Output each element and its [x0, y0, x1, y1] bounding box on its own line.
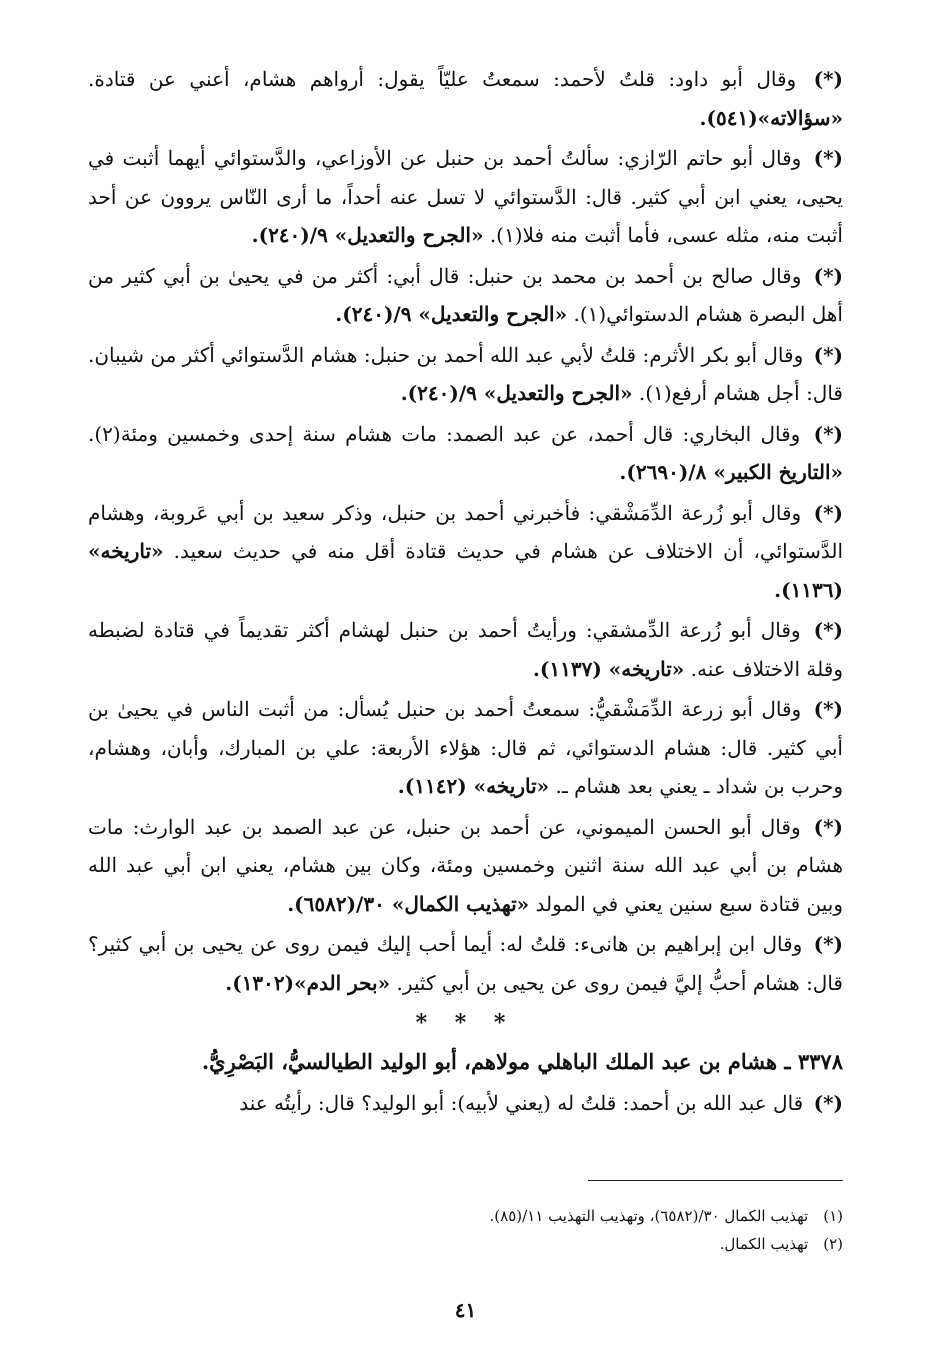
entry-heading: ٣٣٧٨ ـ هشام بن عبد الملك الباهلي مولاهم، أبو الوليد الطيالسيُّ، البَصْرِيُّ.	[201, 1049, 843, 1074]
entry-marker: (*)	[813, 500, 843, 525]
paragraph	[88, 139, 843, 255]
entry-marker: (*)	[813, 342, 843, 367]
paragraph-text: وقال صالح بن أحمد بن محمد بن حنبل: قال أبي: أكثر من في يحيىٰ بن أبي كثير من أهل البصرة هشام الدستوائي(١).	[88, 263, 843, 326]
footnote	[88, 1202, 843, 1230]
source-citation: «الجرح والتعديل» ٩/(٢٤٠).	[251, 223, 484, 247]
footnote-divider	[588, 1180, 843, 1181]
paragraph	[88, 257, 843, 334]
source-citation: «سؤالاته»(٥٤١).	[699, 105, 843, 130]
paragraph	[88, 690, 843, 806]
page-number: ٤١	[454, 1298, 477, 1322]
paragraph	[88, 925, 843, 1002]
source-citation: «التاريخ الكبير» ٨/(٢٦٩٠).	[619, 460, 843, 484]
paragraph	[88, 336, 843, 413]
entry-marker: (*)	[813, 814, 843, 839]
paragraph-text: وقال أبو زُرعة الدِّمشقي: ورأيتُ أحمد بن حنبل لهشام أكثر تقديماً في قتادة لضبطه وقلة الاختلاف عنه.	[88, 618, 843, 681]
footnote-text: تهذيب الكمال.	[719, 1235, 809, 1253]
footnote	[88, 1230, 843, 1258]
paragraph	[88, 808, 843, 924]
footnote-number: (١)	[823, 1207, 843, 1225]
entry-marker: (*)	[813, 67, 843, 91]
footnotes	[88, 1202, 843, 1258]
paragraph	[88, 415, 843, 492]
paragraph	[88, 60, 843, 137]
entry-marker: (*)	[813, 146, 844, 170]
footnote-text: تهذيب الكمال ٣٠/(٦٥٨٢)، وتهذيب التهذيب ١١/(٨٥).	[489, 1207, 809, 1225]
source-citation: «الجرح والتعديل» ٩/(٢٤٠).	[400, 381, 633, 405]
paragraph-text: وقال أبو الحسن الميموني، عن أحمد بن حنبل، عن عبد الصمد بن عبد الوارث: مات هشام بن أبي عبد الله سنة اثنين وخمسين ومئة، وكان بين هشام، يعني ابن أبي عبد الله وبين قتادة سبع سنين يعني في المولد	[88, 814, 843, 916]
paragraph	[88, 611, 843, 688]
source-citation: «تهذيب الكمال» ٣٠/(٦٥٨٢).	[287, 891, 530, 916]
paragraph	[88, 494, 843, 610]
source-citation: «تاريخه» (١١٣٦).	[88, 539, 843, 602]
paragraph-text: وقال أبو داود: قلتُ لأحمد: سمعتُ عليّاً يقول: أرواهم هشام، أعني عن قتادة.	[88, 67, 797, 91]
entry-marker: (*)	[813, 697, 843, 721]
section-separator: * * *	[415, 1010, 516, 1036]
paragraph-text: وقال أبو زرعة الدِّمَشْقيُّ: سمعتُ أحمد بن حنبل يُسأل: من أثبت الناس في يحيىٰ بن أبي كثير. قال: هشام الدستوائي، ثم قال: هؤلاء الأربعة: علي بن المبارك، وأبان، وهشام، وحرب بن شداد ـ يعني بعد هشام ـ.	[88, 697, 843, 798]
source-citation: «تاريخه» (١١٣٧).	[532, 656, 685, 681]
entry-marker: (*)	[813, 618, 843, 642]
entry-marker: (*)	[813, 1091, 843, 1115]
page-body	[88, 60, 843, 1125]
source-citation: «بحر الدم»(١٣٠٢).	[225, 970, 391, 995]
paragraph-text: وقال أبو بكر الأثرم: قلتُ لأبي عبد الله أحمد بن حنبل: هشام الدَّستوائي أكثر من شيبان. قال: أجل هشام أرفع(١).	[88, 342, 843, 405]
entry-marker: (*)	[813, 932, 843, 956]
paragraph-text: وقال البخاري: قال أحمد، عن عبد الصمد: مات هشام سنة إحدى وخمسين ومئة(٢).	[88, 421, 801, 446]
paragraph-text: وقال ابن إبراهيم بن هانىء: قلتُ له: أيما أحب إليك فيمن روى عن يحيى بن أبي كثير؟ قال: هشام أحبُّ إليَّ فيمن روى عن يحيى بن أبي كثير.	[88, 932, 843, 995]
paragraph-text: قال عبد الله بن أحمد: قلتُ له (يعني لأبيه): أبو الوليد؟ قال: رأيتُه عند	[239, 1091, 804, 1115]
source-citation: «الجرح والتعديل» ٩/(٢٤٠).	[335, 302, 568, 326]
entry-marker: (*)	[813, 421, 843, 446]
footnote-number: (٢)	[823, 1235, 843, 1253]
paragraph-text: وقال أبو زُرعة الدِّمَشْقي: فأخبرني أحمد بن حنبل، وذكر سعيد بن أبي عَروبة، وهشام الدَّستوائي، أن الاختلاف عن هشام في حديث قتادة أقل منه في حديث سعيد.	[88, 500, 843, 563]
paragraph	[88, 1084, 843, 1123]
source-citation: «تاريخه» (١١٤٢).	[397, 774, 550, 798]
entry-marker: (*)	[813, 263, 844, 288]
paragraph-text: وقال أبو حاتم الرّازي: سألتُ أحمد بن حنبل عن الأوزاعي، والدَّستوائي أيهما أثبت في يحيى، يعني ابن أبي كثير. قال: الدَّستوائي لا تسل عنه أحداً، ما أرى النّاس يروون عن أحد أثبت منه، مثله عسى، فأما أثبت منه فلا(١).	[88, 146, 843, 247]
